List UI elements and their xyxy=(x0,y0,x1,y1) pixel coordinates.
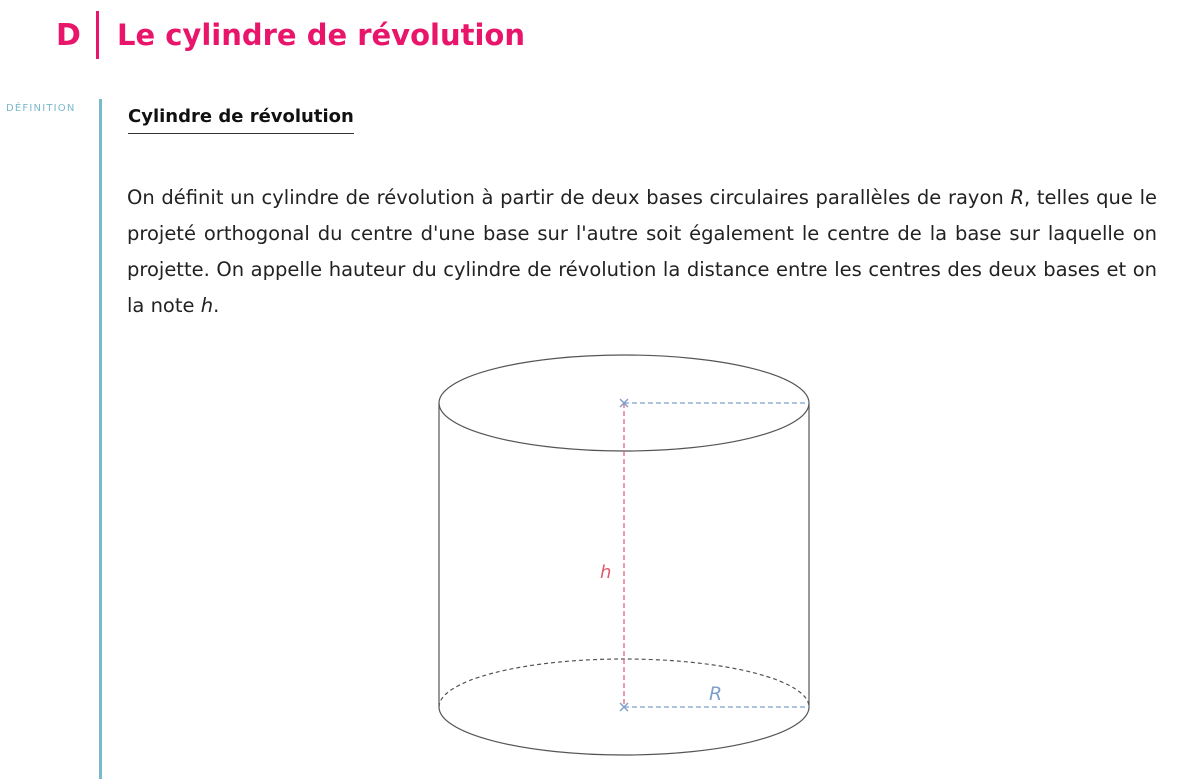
section-separator xyxy=(96,11,99,59)
definition-text xyxy=(127,180,1157,324)
definition-bar xyxy=(99,99,102,779)
section-title: Le cylindre de révolution xyxy=(117,18,525,52)
cylinder-bottom-base-front xyxy=(439,707,809,755)
height-label: h xyxy=(600,562,612,583)
variable-h: h xyxy=(200,293,214,317)
radius-label: R xyxy=(709,683,723,705)
cylinder-figure xyxy=(420,340,820,760)
section-letter: D xyxy=(56,17,81,53)
variable-R: R xyxy=(1010,185,1024,209)
definition-text-part-3: . xyxy=(213,293,220,317)
definition-title: Cylindre de révolution xyxy=(128,106,354,134)
definition-text-part-2: , telles que le projeté orthogonal du centre d'une base sur l'autre soit également le centre de la base sur laquelle on projette. On appelle hauteur du cylindre de révolution la distance entre les centres des deux bases et on la note xyxy=(127,185,1157,317)
definition-text-part-1: On définit un cylindre de révolution à partir de deux bases circulaires parallèles de rayon xyxy=(127,185,1011,209)
definition-tag: DÉFINITION xyxy=(6,103,76,114)
section-header xyxy=(56,10,525,60)
